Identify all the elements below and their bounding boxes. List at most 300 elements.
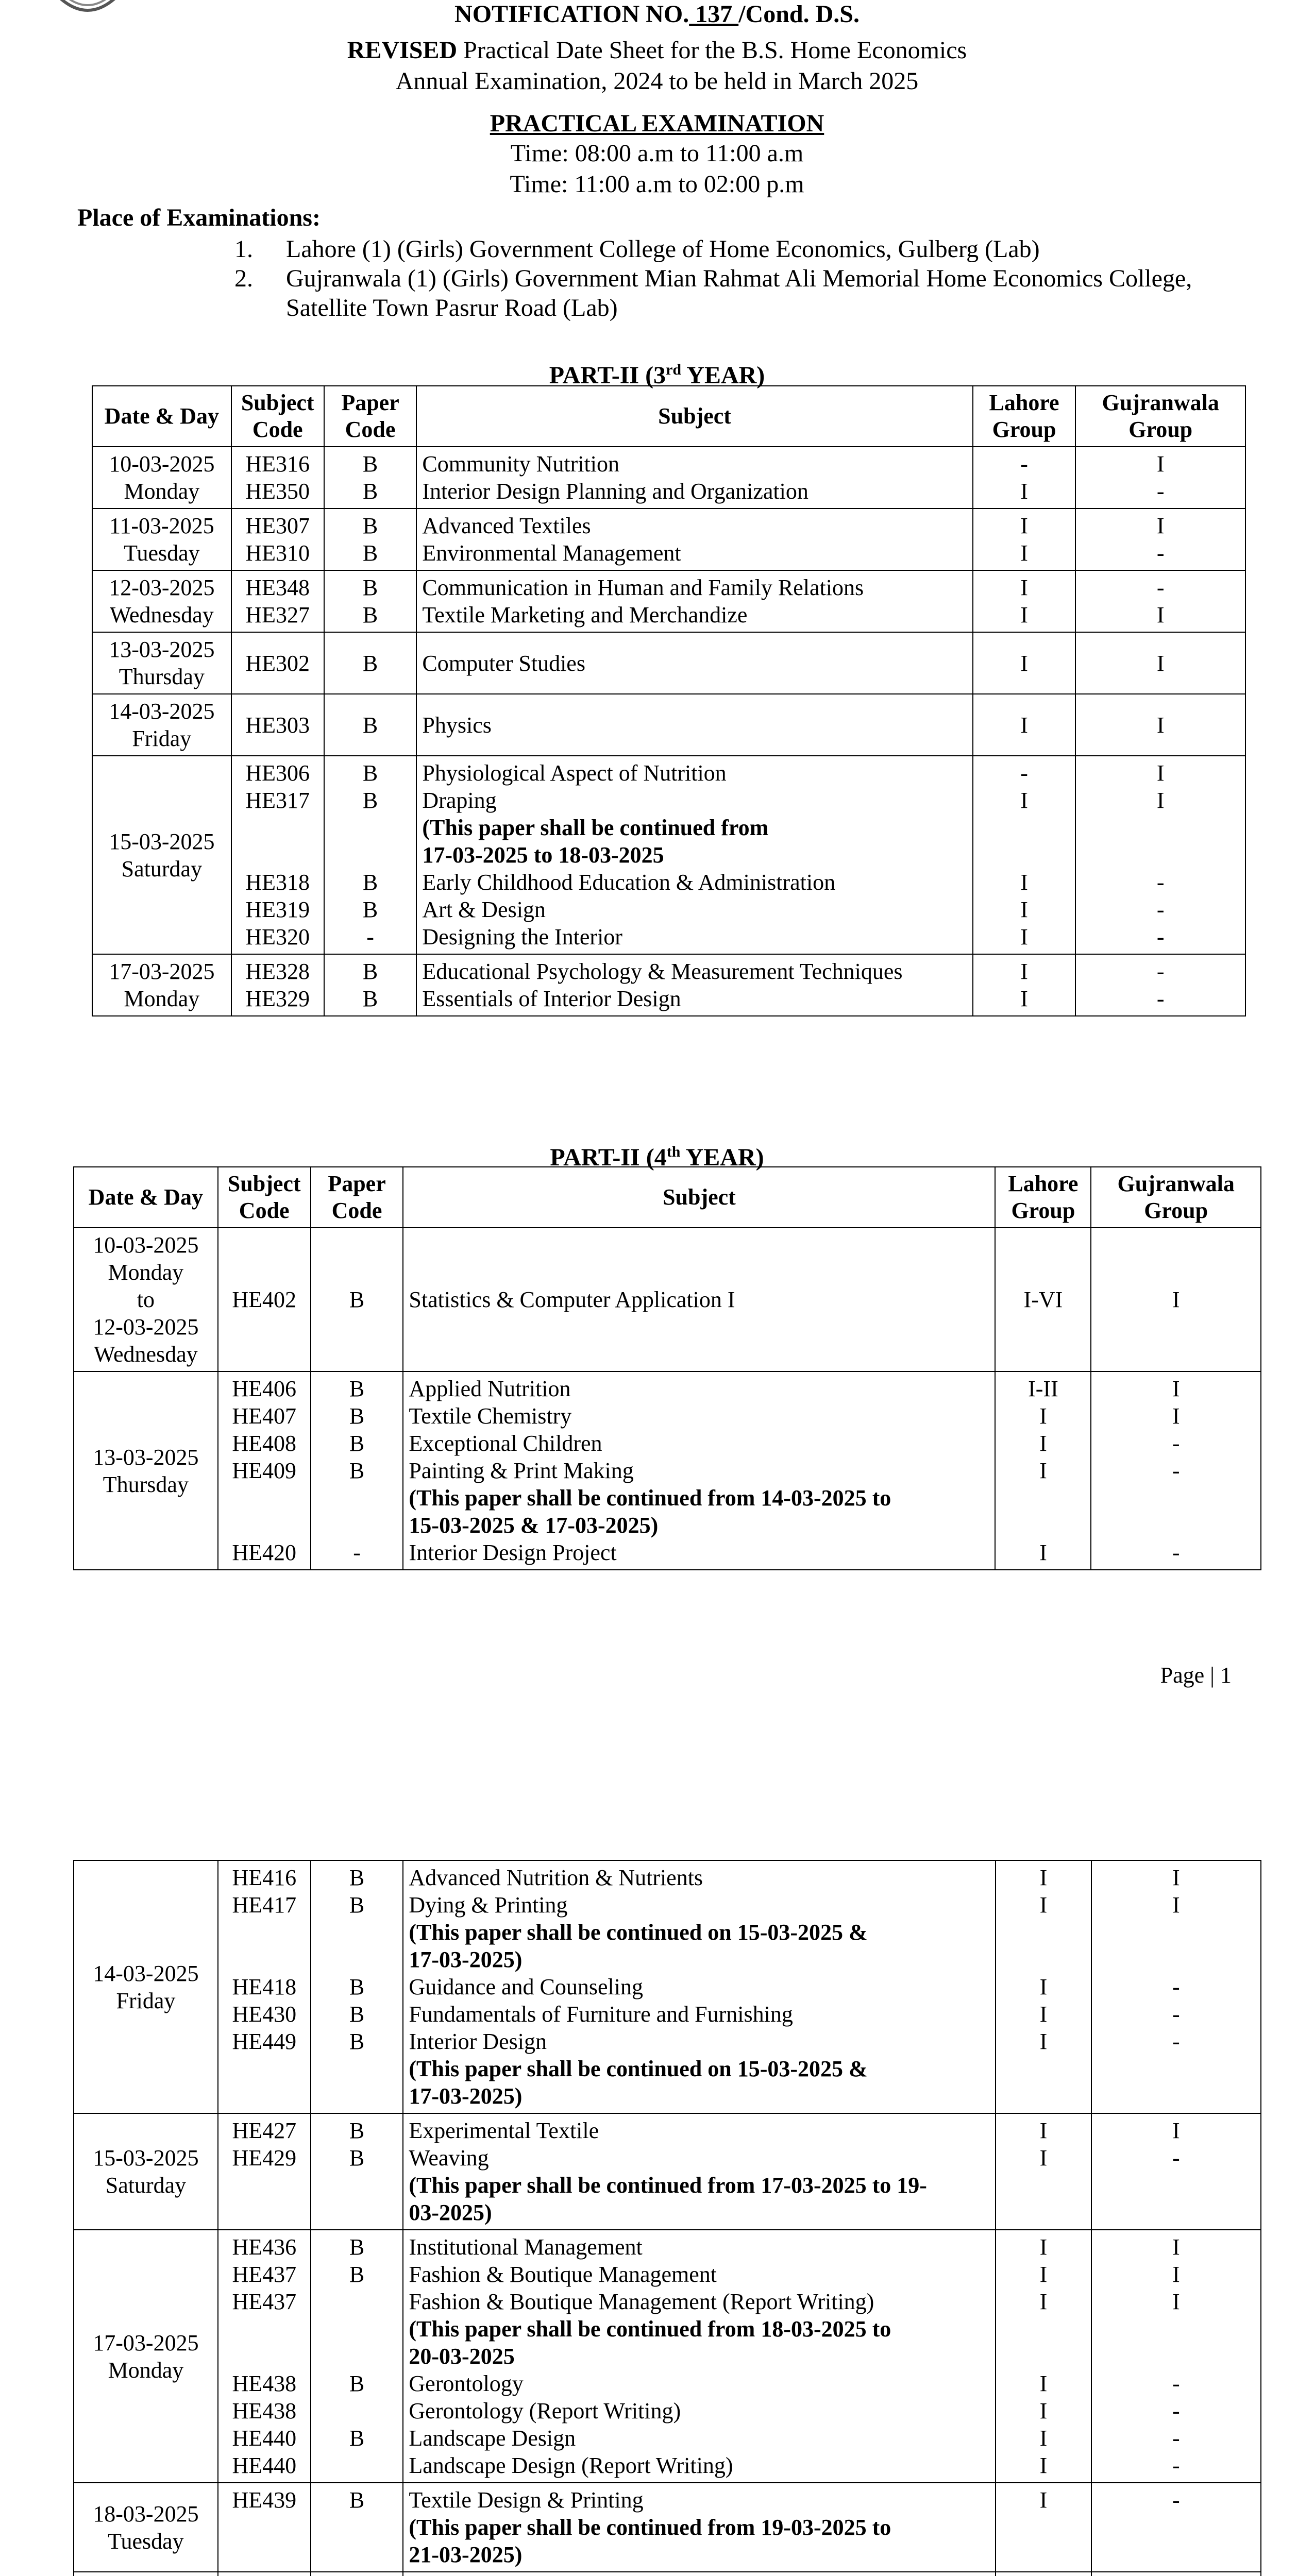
cell-line: Guidance and Counseling bbox=[409, 1974, 643, 1999]
row-subjects bbox=[416, 756, 972, 954]
cell-line: - bbox=[1172, 2029, 1180, 2054]
cell-line bbox=[316, 2055, 398, 2082]
cell-line: - bbox=[1020, 760, 1028, 786]
cell-line: Communication in Human and Family Relations bbox=[422, 575, 864, 600]
cell-line bbox=[1001, 2082, 1086, 2110]
cell-line: Advanced Nutrition & Nutrients bbox=[409, 1865, 703, 1890]
cell-line: I-VI bbox=[1023, 1287, 1063, 1312]
cell-line: I bbox=[1020, 712, 1028, 738]
cell-line bbox=[316, 1512, 398, 1539]
cell-line: I bbox=[1172, 2234, 1180, 2260]
cell-line: B bbox=[349, 2371, 365, 2396]
cell-line: B bbox=[349, 1376, 365, 1401]
row-subject-codes bbox=[218, 1228, 311, 1371]
cell-line: I bbox=[1039, 2453, 1048, 2478]
cell-line bbox=[316, 2514, 398, 2541]
revised-label: REVISED bbox=[347, 37, 458, 64]
column-header: Lahore Group bbox=[973, 386, 1076, 447]
cell-line bbox=[1001, 2055, 1086, 2082]
cell-line: B bbox=[349, 2262, 365, 2287]
column-header: Paper Code bbox=[324, 386, 417, 447]
cell-line: HE407 bbox=[232, 1403, 297, 1429]
row-lahore-group bbox=[973, 694, 1076, 756]
place-text: Gujranwala (1) (Girls) Government Mian Rahmat Ali Memorial Home Economics College, bbox=[286, 265, 1192, 292]
cell-line: HE439 bbox=[232, 2487, 297, 2513]
row-paper-codes bbox=[311, 2113, 403, 2230]
row-gujranwala-group bbox=[1075, 694, 1245, 756]
cell-line: Textile Marketing and Merchandize bbox=[422, 602, 748, 628]
cell-line: I bbox=[1039, 1974, 1048, 1999]
row-paper-codes bbox=[311, 2572, 403, 2576]
cell-line: I bbox=[1156, 712, 1165, 738]
cell-line: I bbox=[1039, 1431, 1047, 1456]
cell-line: Painting & Print Making bbox=[409, 1458, 634, 1483]
row-subjects bbox=[416, 954, 972, 1016]
cell-line: (This paper shall be continued from bbox=[422, 815, 769, 840]
cell-line: I bbox=[1039, 2118, 1048, 2143]
cell-line: I bbox=[1172, 2289, 1180, 2314]
row-lahore-group bbox=[973, 509, 1076, 570]
row-gujranwala-group bbox=[1075, 570, 1245, 632]
cell-line: HE318 bbox=[245, 870, 310, 895]
cell-line: I bbox=[1020, 924, 1028, 950]
cell-line: HE420 bbox=[232, 1540, 297, 1565]
cell-line: (This paper shall be continued on 15-03-2025 & bbox=[409, 1920, 868, 1945]
cell-line: - bbox=[1172, 1458, 1180, 1483]
cell-line bbox=[237, 841, 318, 869]
cell-line: I bbox=[1156, 760, 1165, 786]
place-item bbox=[234, 264, 1291, 323]
cell-line bbox=[979, 814, 1070, 841]
cell-line: I bbox=[1172, 1865, 1180, 1890]
cell-line bbox=[237, 814, 318, 841]
part4-continued-table bbox=[73, 1860, 1261, 2576]
cell-line bbox=[1001, 2343, 1086, 2370]
cell-line: I bbox=[1156, 513, 1165, 538]
cell-line: (This paper shall be continued from 17-03-2025 to 19- bbox=[409, 2173, 927, 2198]
cell-line: 15-03-2025 bbox=[109, 828, 215, 854]
cell-line bbox=[1001, 1946, 1086, 1973]
cell-line: HE440 bbox=[232, 2453, 297, 2478]
row-subjects bbox=[403, 2113, 996, 2230]
cell-line: I bbox=[1156, 451, 1165, 477]
row-gujranwala-group bbox=[1091, 2113, 1261, 2230]
row-date bbox=[74, 2113, 218, 2230]
cell-line: Experimental Textile bbox=[409, 2118, 599, 2143]
cell-line bbox=[1097, 2172, 1255, 2199]
cell-line: I bbox=[1039, 1865, 1048, 1890]
cell-line: I bbox=[1020, 650, 1028, 676]
cell-line: 13-03-2025 bbox=[109, 637, 215, 662]
row-subjects bbox=[416, 570, 972, 632]
cell-line bbox=[224, 2199, 305, 2226]
row-paper-codes bbox=[311, 2230, 403, 2483]
cell-line bbox=[316, 1919, 398, 1946]
cell-line: Textile Design & Printing bbox=[409, 2487, 644, 2513]
cell-line: Advanced Textiles bbox=[422, 513, 591, 538]
cell-line: HE310 bbox=[245, 540, 310, 566]
cell-line bbox=[1097, 2514, 1255, 2541]
cell-line: I bbox=[1172, 2118, 1180, 2143]
cell-line: Weaving bbox=[409, 2145, 489, 2171]
row-subject-codes bbox=[218, 2113, 311, 2230]
cell-line bbox=[224, 2082, 305, 2110]
cell-line: I bbox=[1172, 1403, 1180, 1429]
cell-line: I bbox=[1156, 602, 1165, 628]
cell-line: HE316 bbox=[245, 451, 310, 477]
cell-line: 17-03-2025) bbox=[409, 1947, 523, 1972]
cell-line bbox=[224, 2172, 305, 2199]
cell-line: B bbox=[362, 602, 378, 628]
cell-line: I bbox=[1172, 2262, 1180, 2287]
cell-line: - bbox=[1020, 451, 1028, 477]
cell-line bbox=[316, 2082, 398, 2110]
practical-exam-heading: PRACTICAL EXAMINATION bbox=[490, 110, 824, 137]
column-header: Subject bbox=[403, 1167, 995, 1228]
row-date bbox=[92, 694, 231, 756]
part3-title: PART-II (3rd YEAR) bbox=[549, 361, 765, 389]
cell-line: I bbox=[1039, 2426, 1048, 2451]
cell-line: Draping bbox=[422, 788, 497, 813]
cell-line: I bbox=[1039, 1892, 1048, 1918]
time-slot-2: Time: 11:00 a.m to 02:00 p.m bbox=[510, 171, 804, 198]
cell-line: HE427 bbox=[232, 2118, 297, 2143]
cell-line: HE437 bbox=[232, 2262, 297, 2287]
cell-line: I bbox=[1039, 1540, 1047, 1565]
cell-line: HE327 bbox=[245, 602, 310, 628]
cell-line: (This paper shall be continued from 19-03-2025 to bbox=[409, 2515, 891, 2540]
part3-date-sheet-table bbox=[92, 385, 1246, 1016]
cell-line: Interior Design Planning and Organization bbox=[422, 479, 808, 504]
cell-line bbox=[1001, 2541, 1086, 2568]
cell-line: HE408 bbox=[232, 1431, 297, 1456]
table-row bbox=[74, 2113, 1261, 2230]
row-lahore-group bbox=[996, 2483, 1091, 2572]
cell-line: B bbox=[362, 986, 378, 1011]
cell-line: I bbox=[1039, 2234, 1048, 2260]
cell-line bbox=[224, 2541, 305, 2568]
cell-line: B bbox=[362, 760, 378, 786]
row-subject-codes bbox=[231, 632, 324, 694]
cell-line: B bbox=[349, 2118, 365, 2143]
row-subjects bbox=[416, 447, 972, 509]
notification-number: 137 bbox=[689, 1, 739, 28]
cell-line: HE429 bbox=[232, 2145, 297, 2171]
table-row bbox=[92, 632, 1245, 694]
cell-line: I bbox=[1039, 2029, 1048, 2054]
cell-line bbox=[316, 2172, 398, 2199]
cell-line: I bbox=[1020, 540, 1028, 566]
cell-line bbox=[224, 1512, 305, 1539]
row-subjects bbox=[403, 1228, 995, 1371]
row-lahore-group bbox=[973, 954, 1076, 1016]
row-paper-codes bbox=[324, 756, 417, 954]
cell-line: HE416 bbox=[232, 1865, 297, 1890]
cell-line: (This paper shall be continued from 14-03-2025 to bbox=[409, 1485, 891, 1511]
table-row bbox=[74, 2230, 1261, 2483]
cell-line: 20-03-2025 bbox=[409, 2344, 515, 2369]
cell-line: HE440 bbox=[232, 2426, 297, 2451]
row-gujranwala-group bbox=[1091, 1860, 1261, 2113]
cell-line: B bbox=[349, 1403, 365, 1429]
cell-line bbox=[1081, 814, 1240, 841]
cell-line: Wednesday bbox=[110, 602, 214, 628]
cell-line: B bbox=[349, 1431, 365, 1456]
cell-line bbox=[1001, 1919, 1086, 1946]
cell-line bbox=[316, 1946, 398, 1973]
row-paper-codes bbox=[324, 447, 417, 509]
row-date bbox=[92, 447, 231, 509]
cell-line bbox=[224, 2315, 305, 2343]
row-gujranwala-group bbox=[1091, 1371, 1261, 1570]
cell-line: I bbox=[1172, 1892, 1180, 1918]
cell-line: Monday bbox=[124, 986, 200, 1011]
cell-line: B bbox=[349, 1865, 365, 1890]
row-subject-codes bbox=[231, 756, 324, 954]
cell-line: 17-03-2025 bbox=[93, 2330, 199, 2355]
cell-line: 14-03-2025 bbox=[93, 1960, 199, 1986]
cell-line: - bbox=[1172, 2145, 1180, 2171]
cell-line: B bbox=[362, 788, 378, 813]
cell-line bbox=[224, 2343, 305, 2370]
part4-date-sheet-table bbox=[73, 1166, 1261, 1570]
row-date bbox=[74, 1371, 218, 1570]
cell-line: I bbox=[1039, 2487, 1048, 2513]
row-paper-codes bbox=[311, 1228, 403, 1371]
row-date bbox=[92, 954, 231, 1016]
time-slot-1: Time: 08:00 a.m to 11:00 a.m bbox=[510, 140, 804, 167]
cell-line: I bbox=[1039, 2398, 1048, 2424]
column-header: Paper Code bbox=[311, 1167, 403, 1228]
column-header: Subject bbox=[416, 386, 972, 447]
cell-line: Dying & Printing bbox=[409, 1892, 568, 1918]
row-lahore-group bbox=[973, 632, 1076, 694]
row-date bbox=[74, 1860, 218, 2113]
table-row bbox=[92, 756, 1245, 954]
cell-line: 14-03-2025 bbox=[109, 699, 215, 724]
cell-line: Gerontology bbox=[409, 2371, 524, 2396]
cell-line: Textile Chemistry bbox=[409, 1403, 572, 1429]
cell-line: 12-03-2025 bbox=[109, 575, 215, 600]
row-paper-codes bbox=[324, 570, 417, 632]
place-item bbox=[234, 234, 1291, 264]
cell-line: 15-03-2025 & 17-03-2025) bbox=[409, 1513, 659, 1538]
table-row bbox=[92, 694, 1245, 756]
cell-line: I bbox=[1039, 1458, 1047, 1483]
cell-line: Interior Design Project bbox=[409, 1540, 617, 1565]
cell-line: HE402 bbox=[232, 1287, 297, 1312]
cell-line: HE430 bbox=[232, 2002, 297, 2027]
cell-line: - bbox=[1172, 2426, 1180, 2451]
cell-line bbox=[224, 2514, 305, 2541]
column-header: Lahore Group bbox=[995, 1167, 1091, 1228]
cell-line: (This paper shall be continued from 18-03-2025 to bbox=[409, 2316, 891, 2342]
cell-line: Interior Design bbox=[409, 2029, 547, 2054]
row-date bbox=[92, 756, 231, 954]
cell-line: HE350 bbox=[245, 479, 310, 504]
row-paper-codes bbox=[311, 1371, 403, 1570]
cell-line: Art & Design bbox=[422, 897, 546, 922]
row-gujranwala-group bbox=[1075, 756, 1245, 954]
cell-line: I bbox=[1020, 575, 1028, 600]
cell-line: 13-03-2025 bbox=[93, 1444, 199, 1470]
row-subjects bbox=[403, 1860, 996, 2113]
row-paper-codes bbox=[324, 509, 417, 570]
cell-line: Monday bbox=[124, 479, 200, 504]
cell-line: HE409 bbox=[232, 1458, 297, 1483]
cell-line: Landscape Design (Report Writing) bbox=[409, 2453, 733, 2478]
cell-line: B bbox=[349, 1974, 365, 1999]
cell-line bbox=[316, 2343, 398, 2370]
cell-line bbox=[1001, 2199, 1086, 2226]
column-header: Date & Day bbox=[74, 1167, 218, 1228]
cell-line: - bbox=[353, 1540, 361, 1565]
row-date bbox=[74, 1228, 218, 1371]
cell-line: HE320 bbox=[245, 924, 310, 950]
table-row bbox=[92, 509, 1245, 570]
cell-line: - bbox=[366, 924, 374, 950]
row-gujranwala-group bbox=[1075, 509, 1245, 570]
cell-line bbox=[1081, 841, 1240, 869]
cell-line: - bbox=[1156, 479, 1165, 504]
cell-line: B bbox=[349, 2029, 365, 2054]
table-row bbox=[92, 447, 1245, 509]
cell-line bbox=[330, 814, 411, 841]
cell-line: - bbox=[1172, 1431, 1180, 1456]
row-paper-codes bbox=[311, 1860, 403, 2113]
cell-line: B bbox=[362, 650, 378, 676]
cell-line bbox=[979, 841, 1070, 869]
cell-line: I bbox=[1020, 602, 1028, 628]
cell-line: B bbox=[362, 870, 378, 895]
cell-line bbox=[316, 2315, 398, 2343]
cell-line: Gerontology (Report Writing) bbox=[409, 2398, 681, 2424]
cell-line: B bbox=[362, 897, 378, 922]
cell-line: Computer Studies bbox=[422, 650, 585, 676]
cell-line bbox=[1097, 2343, 1255, 2370]
cell-line: Friday bbox=[116, 1988, 176, 2013]
row-lahore-group bbox=[996, 2113, 1091, 2230]
cell-line: Exceptional Children bbox=[409, 1431, 602, 1456]
cell-line: 12-03-2025 bbox=[93, 1314, 199, 1340]
cell-line: B bbox=[349, 2145, 365, 2171]
cell-line: I bbox=[1039, 2262, 1048, 2287]
row-date bbox=[92, 632, 231, 694]
cell-line bbox=[1097, 1919, 1255, 1946]
cell-line: HE328 bbox=[245, 959, 310, 984]
place-number: 1. bbox=[234, 235, 253, 263]
cell-line bbox=[1097, 2315, 1255, 2343]
cell-line: HE417 bbox=[232, 1892, 297, 1918]
cell-line: B bbox=[349, 2002, 365, 2027]
cell-line: - bbox=[1172, 2371, 1180, 2396]
cell-line: I bbox=[1039, 1403, 1047, 1429]
cell-line bbox=[316, 2541, 398, 2568]
column-header: Subject Code bbox=[231, 386, 324, 447]
row-gujranwala-group bbox=[1091, 2483, 1261, 2572]
cell-line bbox=[1097, 1484, 1255, 1512]
row-gujranwala-group bbox=[1075, 632, 1245, 694]
cell-line: Monday bbox=[108, 1260, 184, 1285]
column-header: Gujranwala Group bbox=[1091, 1167, 1261, 1228]
cell-line: B bbox=[349, 1287, 365, 1312]
cell-line: B bbox=[362, 959, 378, 984]
cell-line: HE438 bbox=[232, 2371, 297, 2396]
row-subject-codes bbox=[218, 1860, 311, 2113]
cell-line: I bbox=[1039, 2289, 1048, 2314]
cell-line: B bbox=[362, 513, 378, 538]
cell-line: HE418 bbox=[232, 1974, 297, 1999]
cell-line: I bbox=[1020, 986, 1028, 1011]
cell-line: 03-2025) bbox=[409, 2200, 492, 2225]
cell-line: Fundamentals of Furniture and Furnishing bbox=[409, 2002, 793, 2027]
place-text: Satellite Town Pasrur Road (Lab) bbox=[286, 294, 618, 321]
cell-line bbox=[1097, 1946, 1255, 1973]
cell-line: Community Nutrition bbox=[422, 451, 619, 477]
cell-line bbox=[1097, 2199, 1255, 2226]
cell-line: Fashion & Boutique Management (Report Writing) bbox=[409, 2289, 874, 2314]
place-text: Lahore (1) (Girls) Government College of Home Economics, Gulberg (Lab) bbox=[286, 235, 1040, 263]
cell-line: B bbox=[362, 479, 378, 504]
row-subjects bbox=[416, 694, 972, 756]
row-gujranwala-group bbox=[1091, 1228, 1261, 1371]
row-gujranwala-group bbox=[1075, 954, 1245, 1016]
cell-line: Educational Psychology & Measurement Techniques bbox=[422, 959, 903, 984]
cell-line: Landscape Design bbox=[409, 2426, 576, 2451]
row-paper-codes bbox=[311, 2483, 403, 2572]
cell-line bbox=[224, 1919, 305, 1946]
cell-line: Thursday bbox=[119, 664, 205, 689]
cell-line: Physiological Aspect of Nutrition bbox=[422, 760, 727, 786]
cell-line: 17-03-2025 to 18-03-2025 bbox=[422, 842, 664, 868]
cell-line: B bbox=[362, 575, 378, 600]
row-lahore-group bbox=[973, 570, 1076, 632]
title-line-2: Annual Examination, 2024 to be held in March 2025 bbox=[395, 67, 919, 95]
cell-line: 15-03-2025 bbox=[93, 2145, 199, 2171]
cell-line bbox=[316, 2397, 398, 2425]
cell-line: - bbox=[1156, 540, 1165, 566]
row-lahore-group bbox=[995, 1228, 1091, 1371]
cell-line: 10-03-2025 bbox=[93, 1232, 199, 1258]
cell-line: 17-03-2025 bbox=[109, 959, 215, 984]
row-subjects bbox=[403, 2483, 996, 2572]
cell-line: Applied Nutrition bbox=[409, 1376, 571, 1401]
cell-line: B bbox=[349, 2426, 365, 2451]
cell-line: B bbox=[362, 451, 378, 477]
row-subjects bbox=[416, 632, 972, 694]
row-subjects bbox=[403, 2572, 996, 2576]
cell-line: HE406 bbox=[232, 1376, 297, 1401]
cell-line: Statistics & Computer Application I bbox=[409, 1287, 735, 1312]
cell-line bbox=[1001, 1484, 1085, 1512]
cell-line: - bbox=[1172, 1540, 1180, 1565]
row-subjects bbox=[403, 2230, 996, 2483]
cell-line: I bbox=[1156, 788, 1165, 813]
cell-line: HE303 bbox=[245, 712, 310, 738]
cell-line: I bbox=[1039, 2371, 1048, 2396]
cell-line bbox=[316, 2199, 398, 2226]
cell-line: I bbox=[1172, 1376, 1180, 1401]
row-lahore-group bbox=[996, 2572, 1091, 2576]
cell-line: Saturday bbox=[121, 856, 203, 882]
row-paper-codes bbox=[324, 694, 417, 756]
cell-line: HE319 bbox=[245, 897, 310, 922]
notification-line: NOTIFICATION NO. 137 /Cond. D.S. bbox=[454, 1, 860, 28]
cell-line bbox=[1001, 2514, 1086, 2541]
cell-line: HE436 bbox=[232, 2234, 297, 2260]
cell-line: Institutional Management bbox=[409, 2234, 643, 2260]
row-paper-codes bbox=[324, 632, 417, 694]
